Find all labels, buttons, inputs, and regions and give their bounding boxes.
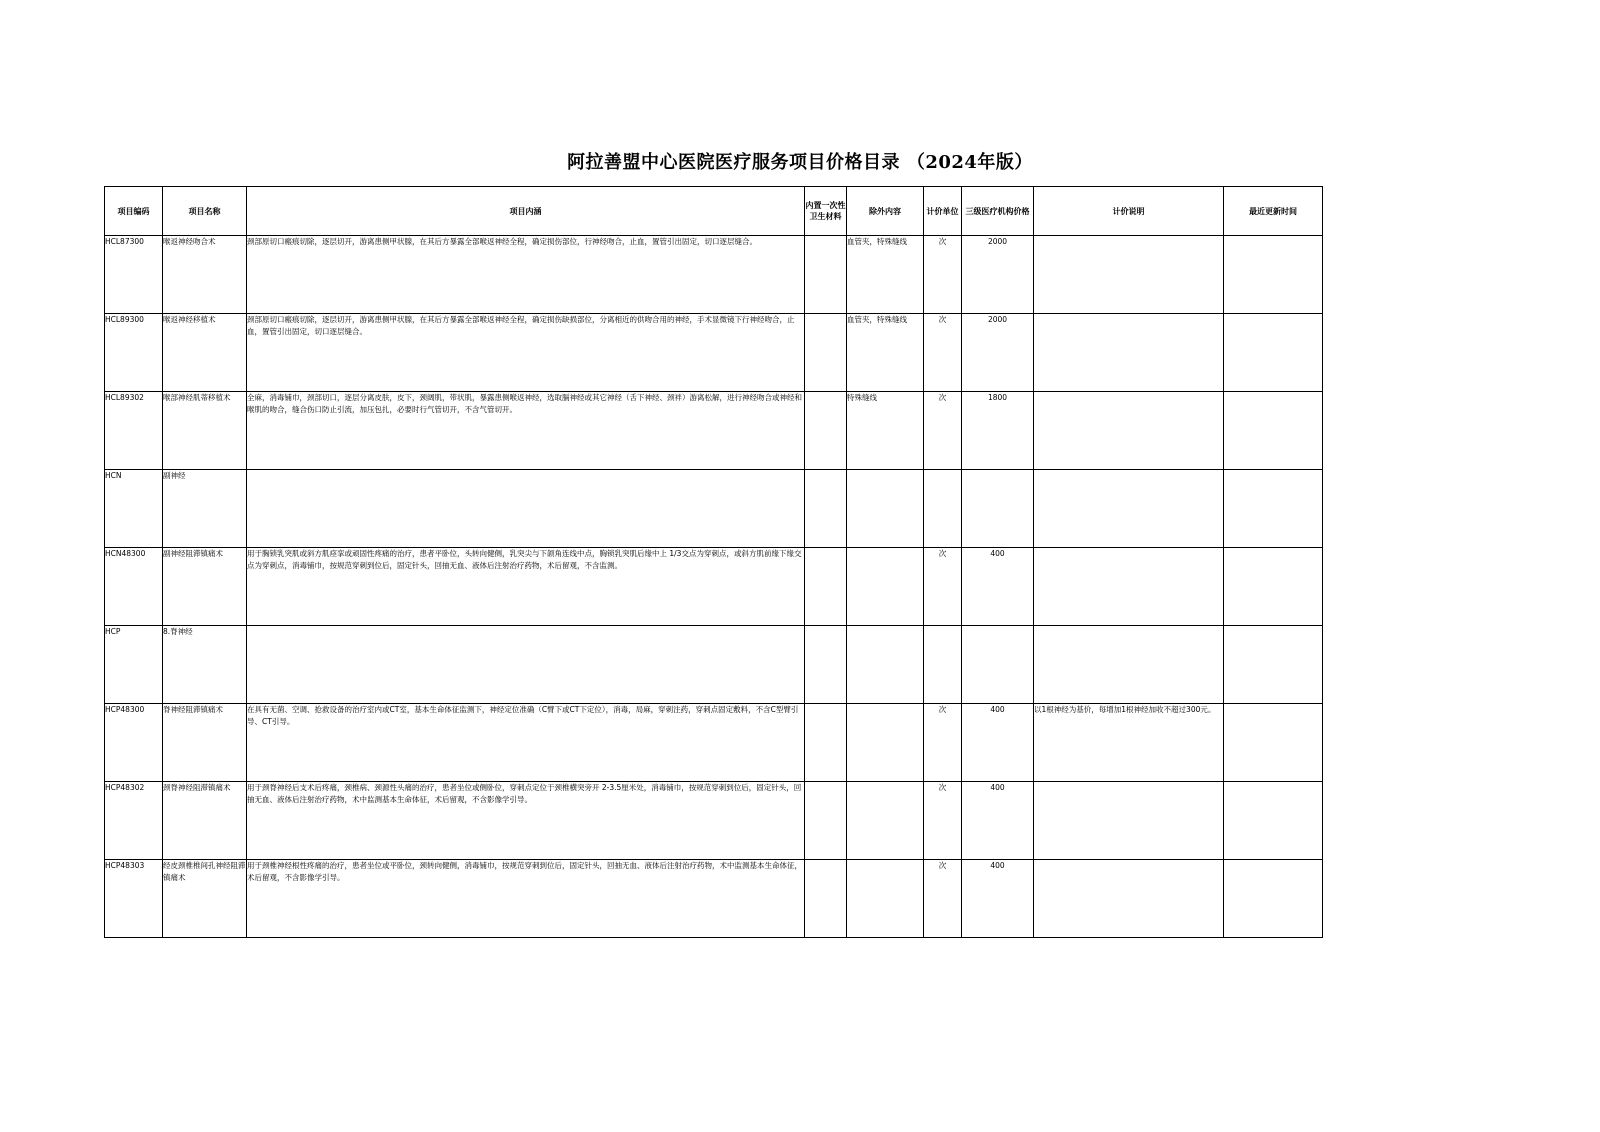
- item-materials: [805, 470, 847, 548]
- item-note: [1034, 392, 1224, 470]
- table-row: [105, 314, 1323, 392]
- col-header-note: 计价说明: [1034, 187, 1224, 236]
- header-row: [105, 187, 1323, 236]
- item-unit: 次: [924, 860, 962, 938]
- item-note: [1034, 626, 1224, 704]
- col-header-name: 项目名称: [163, 187, 247, 236]
- item-code: HCP48300: [105, 704, 163, 782]
- table-row: [105, 548, 1323, 626]
- item-name: 脊神经阻滞镇痛术: [163, 704, 247, 782]
- item-materials: [805, 236, 847, 314]
- item-exclusions: [847, 548, 924, 626]
- item-note: [1034, 782, 1224, 860]
- item-content: 在具有无菌、空调、抢救设备的治疗室内或CT室，基本生命体征监测下，神经定位准确（C臂下或CT下定位），消毒，局麻，穿刺注药，穿刺点固定敷料，不含C型臂引导、CT引导。: [247, 704, 805, 782]
- item-price: [962, 470, 1034, 548]
- item-price: 400: [962, 548, 1034, 626]
- item-materials: [805, 626, 847, 704]
- item-updated: [1224, 314, 1323, 392]
- item-unit: [924, 626, 962, 704]
- item-updated: [1224, 392, 1323, 470]
- item-materials: [805, 314, 847, 392]
- item-updated: [1224, 860, 1323, 938]
- item-price: 400: [962, 860, 1034, 938]
- item-note: [1034, 548, 1224, 626]
- item-materials: [805, 704, 847, 782]
- item-note: [1034, 236, 1224, 314]
- price-table: [104, 186, 1323, 938]
- col-header-exclusions: 除外内容: [847, 187, 924, 236]
- item-exclusions: 特殊缝线: [847, 392, 924, 470]
- item-updated: [1224, 236, 1323, 314]
- item-content: 颈部原切口瘢痕切除，逐层切开，游离患侧甲状腺，在其后方暴露全部喉返神经全程，确定损伤部位，行神经吻合，止血，置管引出固定，切口逐层缝合。: [247, 236, 805, 314]
- item-note: [1034, 860, 1224, 938]
- item-code: HCP48303: [105, 860, 163, 938]
- item-code: HCP: [105, 626, 163, 704]
- item-exclusions: [847, 704, 924, 782]
- item-code: HCL87300: [105, 236, 163, 314]
- col-header-updated: 最近更新时间: [1224, 187, 1323, 236]
- item-content: 全麻，消毒铺巾，颈部切口，逐层分离皮肤，皮下，颈阔肌，带状肌，暴露患侧喉返神经，选取膈神经或其它神经（舌下神经、颈袢）游离松解，进行神经吻合或神经和喉肌的吻合，缝合伤口防止引流，加压包扎，必要时行气管切开，不含气管切开。: [247, 392, 805, 470]
- item-materials: [805, 392, 847, 470]
- item-unit: 次: [924, 236, 962, 314]
- item-unit: 次: [924, 782, 962, 860]
- item-price: 400: [962, 704, 1034, 782]
- item-price: 2000: [962, 314, 1034, 392]
- item-updated: [1224, 782, 1323, 860]
- table-row: [105, 782, 1323, 860]
- item-note: [1034, 314, 1224, 392]
- item-code: HCN: [105, 470, 163, 548]
- item-price: [962, 626, 1034, 704]
- item-materials: [805, 782, 847, 860]
- item-updated: [1224, 470, 1323, 548]
- item-exclusions: [847, 860, 924, 938]
- item-unit: 次: [924, 704, 962, 782]
- table-row: [105, 236, 1323, 314]
- item-materials: [805, 548, 847, 626]
- item-updated: [1224, 626, 1323, 704]
- col-header-unit: 计价单位: [924, 187, 962, 236]
- item-code: HCN48300: [105, 548, 163, 626]
- col-header-materials: 内置一次性卫生材料: [805, 187, 847, 236]
- item-name: 喉部神经肌蒂移植术: [163, 392, 247, 470]
- item-exclusions: 血管夹，特殊缝线: [847, 314, 924, 392]
- item-content: 用于颈脊神经后支术后疼痛，颈椎病、颈源性头痛的治疗，患者坐位或侧卧位，穿刺点定位于颈椎横突旁开 2-3.5厘米处，消毒铺巾，按规范穿刺到位后，固定针头，回抽无血、液体后注射治疗药物，术中监测基本生命体征，术后留观，不含影像学引导。: [247, 782, 805, 860]
- item-note: [1034, 470, 1224, 548]
- item-name: 副神经: [163, 470, 247, 548]
- item-price: 400: [962, 782, 1034, 860]
- item-exclusions: 血管夹，特殊缝线: [847, 236, 924, 314]
- item-unit: 次: [924, 548, 962, 626]
- item-materials: [805, 860, 847, 938]
- page-title: 阿拉善盟中心医院医疗服务项目价格目录 （2024年版）: [567, 152, 1033, 173]
- item-price: 1800: [962, 392, 1034, 470]
- item-note: 以1根神经为基价，每增加1根神经加收不超过300元。: [1034, 704, 1224, 782]
- table-row: [105, 470, 1323, 548]
- col-header-content: 项目内涵: [247, 187, 805, 236]
- item-unit: 次: [924, 392, 962, 470]
- item-code: HCL89302: [105, 392, 163, 470]
- item-unit: [924, 470, 962, 548]
- item-name: 经皮颈椎椎间孔神经阻滞镇痛术: [163, 860, 247, 938]
- table-row: [105, 392, 1323, 470]
- item-name: 喉返神经移植术: [163, 314, 247, 392]
- item-exclusions: [847, 470, 924, 548]
- item-content: [247, 470, 805, 548]
- item-exclusions: [847, 626, 924, 704]
- table-row: [105, 704, 1323, 782]
- item-name: 喉返神经吻合术: [163, 236, 247, 314]
- item-code: HCL89300: [105, 314, 163, 392]
- table-row: [105, 860, 1323, 938]
- item-content: 用于胸锁乳突肌或斜方肌痉挛或顽固性疼痛的治疗，患者平卧位，头转向健侧，乳突尖与下颌角连线中点，胸锁乳突肌后缘中上 1/3交点为穿刺点，或斜方肌前缘下缘交点为穿刺点，消毒铺巾，按规范穿刺到位后，固定针头，回抽无血、液体后注射治疗药物，术后留观，不含监测。: [247, 548, 805, 626]
- col-header-price: 三级医疗机构价格: [962, 187, 1034, 236]
- item-updated: [1224, 704, 1323, 782]
- item-name: 颈脊神经阻滞镇痛术: [163, 782, 247, 860]
- item-price: 2000: [962, 236, 1034, 314]
- item-content: 用于颈椎神经根性疼痛的治疗，患者坐位或平卧位，颈转向健侧，消毒铺巾，按规范穿刺到位后，固定针头，回抽无血、液体后注射治疗药物，术中监测基本生命体征，术后留观，不含影像学引导。: [247, 860, 805, 938]
- item-content: 颈部原切口瘢痕切除，逐层切开，游离患侧甲状腺，在其后方暴露全部喉返神经全程，确定损伤缺损部位，分离相近的供吻合用的神经，手术显微镜下行神经吻合，止血，置管引出固定，切口逐层缝合。: [247, 314, 805, 392]
- item-content: [247, 626, 805, 704]
- item-name: 8.脊神经: [163, 626, 247, 704]
- table-row: [105, 626, 1323, 704]
- item-code: HCP48302: [105, 782, 163, 860]
- item-name: 副神经阻滞镇痛术: [163, 548, 247, 626]
- item-updated: [1224, 548, 1323, 626]
- item-unit: 次: [924, 314, 962, 392]
- item-exclusions: [847, 782, 924, 860]
- col-header-code: 项目编码: [105, 187, 163, 236]
